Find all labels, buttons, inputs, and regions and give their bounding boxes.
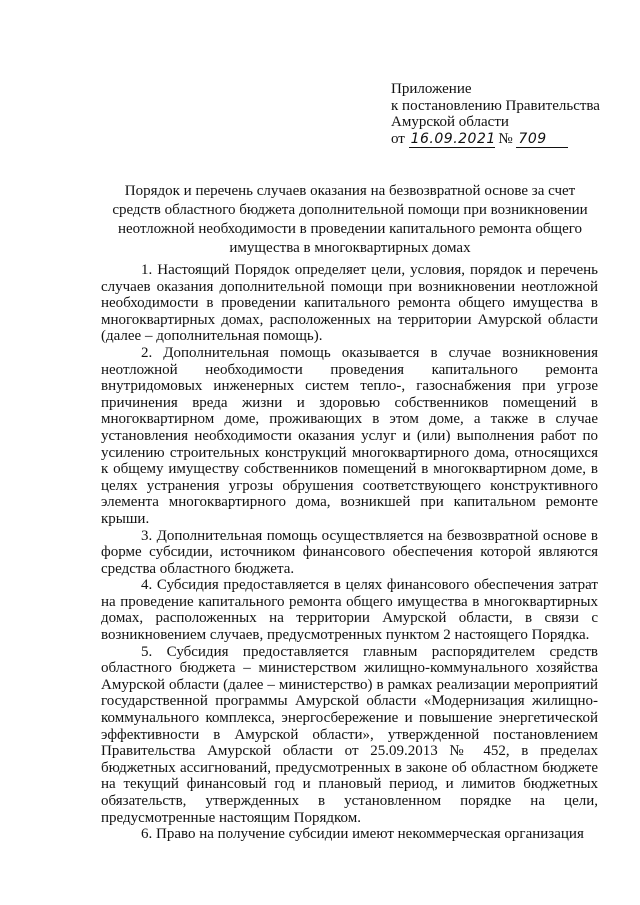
paragraph-1: 1. Настоящий Порядок определяет цели, условия, порядок и перечень случаев оказания дополнительной помощи при возникновении неотложной необходимости в проведении капитального ремонта общего имущества в многоквартирных домах, расположенных на территории Амурской области (далее – дополнительная помощь). (101, 262, 598, 345)
appendix-resolution-line: к постановлению Правительства (391, 97, 600, 114)
appendix-region-line: Амурской области (391, 114, 509, 130)
document-body (101, 262, 598, 843)
appendix-label: Приложение (391, 81, 472, 97)
paragraph-6: 6. Право на получение субсидии имеют некоммерческая организация (141, 826, 584, 843)
appendix-block (391, 81, 621, 148)
paragraph-3: 3. Дополнительная помощь осуществляется на безвозвратной основе в форме субсидии, источником финансового обеспечения которой являются средства областного бюджета. (101, 527, 598, 577)
paragraph-5: 5. Субсидия предоставляется главным распорядителем средств областного бюджета – министерством жилищно-коммунального хозяйства Амурской области (далее – министерство) в рамках реализации мероприятий государственной программы Амурской области «Модернизация жилищно-коммунального комплекса, энергосбережение и повышение энергетической эффективности в Амурской области», утвержденной постановлением Правительства Амурской области от 25.09.2013 № 452, в пределах бюджетных ассигнований, предусмотренных в законе об областном бюджете на текущий финансовый год и плановый период, и лимитов бюджетных обязательств, утвержденных в установленном порядке на цели, предусмотренные настоящим Порядком. (101, 643, 598, 826)
document-title: Порядок и перечень случаев оказания на безвозвратной основе за счет средств областного бюджета дополнительной помощи при возникновении неотложной необходимости в проведении капитального ремонта общего имущества в многоквартирных домах (112, 183, 588, 256)
number-label: № (498, 130, 513, 147)
ot-label: от (391, 130, 405, 147)
handwritten-number: 709 (516, 131, 568, 149)
appendix-date-number-row (391, 131, 621, 149)
paragraph-4: 4. Субсидия предоставляется в целях финансового обеспечения затрат на проведение капитального ремонта общего имущества в многоквартирных домах, расположенных на территории Амурской области, в связи с возникновением случаев, предусмотренных пунктом 2 настоящего Порядка. (101, 577, 598, 644)
paragraph-2: 2. Дополнительная помощь оказывается в случае возникновения неотложной необходимости проведения капитального ремонта внутридомовых инженерных систем тепло-, газоснабжения при угрозе причинения вреда жизни и здоровью собственников помещений в многоквартирном доме, проживающих в этом доме, а также в случае установления необходимости оказания услуг и (или) выполнения работ по усилению строительных конструкций многоквартирного дома, относящихся к общему имуществу собственников помещений в многоквартирном доме, в целях устранения угрозы обрушения соответствующего конструктивного элемента многоквартирного дома, возникшей при капитальном ремонте крыши. (101, 344, 598, 527)
handwritten-date: 16.09.2021 (410, 130, 496, 147)
